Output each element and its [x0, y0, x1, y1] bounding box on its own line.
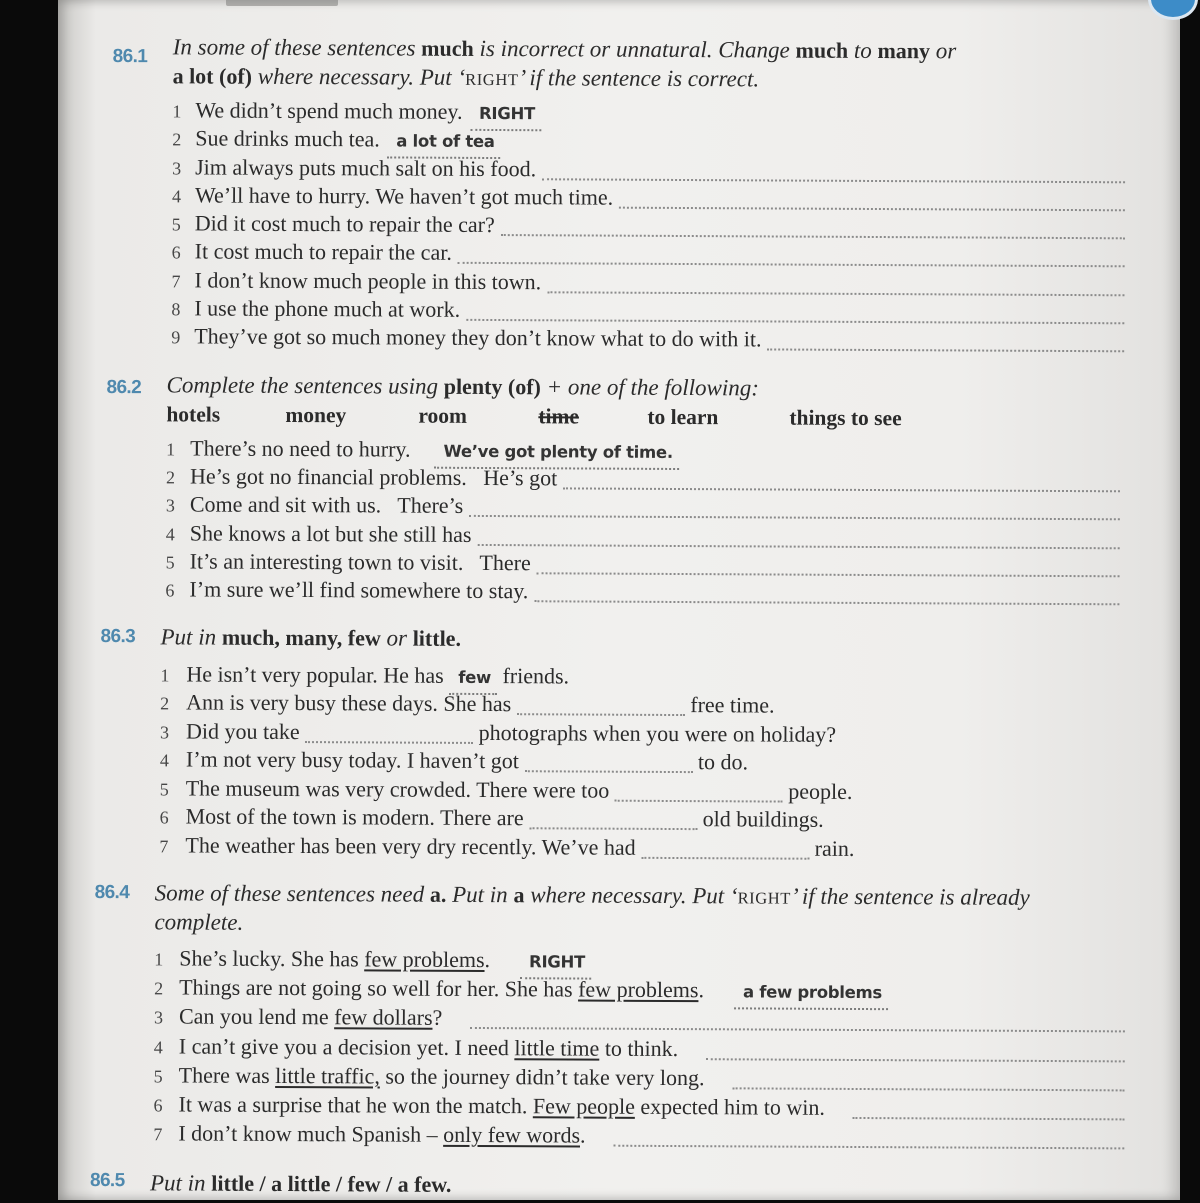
- text-fragment: I use the phone much at work.: [194, 295, 461, 322]
- item-number: 1: [154, 949, 164, 970]
- item-number: 1: [166, 438, 176, 459]
- text-fragment: RIGHT: [465, 69, 519, 89]
- item-number: 2: [160, 693, 170, 714]
- underlined-phrase: Few people: [532, 1093, 635, 1119]
- text-fragment: There was: [178, 1062, 276, 1088]
- text-fragment: I’m not very busy today. I haven’t got: [185, 746, 525, 774]
- answer-blank-line: [534, 601, 1119, 606]
- item-number: 5: [159, 778, 169, 799]
- text-fragment: We didn’t spend much money.: [195, 97, 469, 124]
- exercise-item: [159, 831, 1099, 864]
- text-fragment: friends.: [496, 662, 570, 688]
- handwritten-answer: few: [449, 663, 497, 694]
- exercise-item: [165, 576, 1119, 609]
- text-fragment: + one of the following:: [540, 374, 760, 401]
- text-fragment: free time.: [684, 692, 775, 718]
- text-fragment: expected him to win.: [634, 1093, 825, 1120]
- answer-blank-line: [613, 1145, 1124, 1150]
- underlined-phrase: few dollars: [334, 1004, 433, 1031]
- text-fragment: It’s an interesting town to visit. There: [189, 548, 531, 576]
- item-number: 2: [172, 129, 182, 150]
- instruction-line: [173, 62, 1126, 95]
- text-fragment: is incorrect or unnatural. Change: [473, 35, 796, 63]
- handwritten-answer: RIGHT: [520, 948, 591, 979]
- text-fragment: ?: [432, 1005, 443, 1031]
- instruction-line: [154, 908, 1125, 942]
- keyword: much: [795, 37, 849, 63]
- text-fragment: so the journey didn’t take very long.: [379, 1063, 705, 1090]
- item-list: [171, 96, 1125, 356]
- answer-blank-line: [853, 1117, 1125, 1120]
- word-option: things to see: [789, 405, 902, 430]
- text-fragment: Put in: [149, 1170, 212, 1196]
- keyword: many: [877, 38, 931, 64]
- answer-blank-line: [732, 1087, 1124, 1091]
- answer-blank-line: [470, 1027, 1125, 1032]
- text-fragment: Sue drinks much tea.: [195, 125, 386, 152]
- answer-blank-line: [537, 572, 1120, 577]
- keyword: a lot (of): [172, 62, 253, 89]
- handwritten-answer: a few problems: [734, 979, 888, 1011]
- word-option: to learn: [647, 404, 719, 429]
- answer-blank-line: [517, 713, 685, 716]
- item-number: 7: [153, 1124, 163, 1145]
- item-number: 5: [165, 552, 175, 573]
- keyword: little / a little / few / a few.: [211, 1170, 452, 1197]
- item-number: 3: [165, 495, 175, 516]
- text-fragment: photographs when you were on holiday?: [473, 719, 837, 747]
- text-fragment: He’s got no financial problems. He’s got: [189, 463, 558, 491]
- text-fragment: Some of these sentences need: [154, 880, 430, 907]
- exercise-86-4: [93, 879, 1125, 1154]
- instructions: [173, 33, 1126, 95]
- cut-off-heading-edge: [226, 0, 338, 6]
- text-fragment: Put in: [446, 881, 514, 908]
- answer-blank-line: [641, 856, 809, 859]
- exercise-86-3: [99, 623, 1100, 864]
- item-list: [165, 434, 1120, 609]
- text-fragment: Ann is very busy these days. She has: [186, 689, 517, 717]
- item-number: 9: [171, 327, 181, 348]
- text-fragment: where necessary. Put ‘: [251, 63, 466, 90]
- text-fragment: I can’t give you a decision yet. I need: [178, 1033, 515, 1060]
- item-number: 1: [172, 101, 182, 122]
- text-fragment: There’s no need to hurry.: [190, 434, 411, 462]
- instructions: [150, 1169, 1090, 1202]
- answer-blank-line: [706, 1058, 1125, 1062]
- answer-blank-line: [469, 515, 1120, 520]
- item-number: 4: [171, 186, 182, 207]
- text-fragment: ’ if the sentence is already: [790, 883, 1030, 910]
- answer-blank-line: [615, 799, 783, 802]
- text-fragment: Did you take: [185, 717, 306, 744]
- item-number: 3: [172, 157, 182, 178]
- text-fragment: Most of the town is modern. There are: [185, 803, 530, 831]
- answer-blank-line: [563, 487, 1120, 492]
- item-number: 5: [171, 214, 181, 235]
- text-fragment: I don’t know much people in this town.: [194, 267, 542, 295]
- exercise-86-1: [111, 33, 1126, 356]
- item-list: [159, 660, 1100, 864]
- answer-blank-line: [501, 234, 1125, 239]
- answer-blank-line: [458, 262, 1125, 267]
- text-fragment: Put in: [160, 624, 222, 650]
- answer-blank-line: [477, 544, 1119, 549]
- instructions: [160, 623, 1100, 656]
- keyword: much, many, few: [221, 624, 381, 651]
- text-fragment: or: [380, 625, 413, 651]
- item-list: [153, 944, 1125, 1153]
- text-fragment: The weather has been very dry recently. We’ve had: [185, 831, 642, 860]
- item-number: 8: [171, 299, 181, 320]
- instruction-line: [155, 879, 1126, 913]
- text-fragment: to do.: [692, 749, 749, 775]
- text-fragment: Jim always puts much salt on his food.: [195, 154, 537, 181]
- item-number: 1: [160, 664, 170, 685]
- word-options: [106, 400, 1120, 433]
- handwritten-answer: a lot of tea: [387, 128, 501, 160]
- word-option-crossed-out: time: [538, 403, 580, 428]
- text-fragment: .: [484, 947, 491, 973]
- text-fragment: or: [929, 38, 957, 64]
- text-fragment: old buildings.: [697, 806, 824, 832]
- item-number: 6: [171, 242, 181, 263]
- item-number: 4: [159, 750, 169, 771]
- text-fragment: to: [848, 37, 878, 64]
- word-option: hotels: [166, 401, 221, 427]
- text-fragment: He isn’t very popular. He has: [186, 660, 450, 688]
- underlined-phrase: little traffic,: [275, 1062, 380, 1089]
- text-fragment: complete.: [154, 908, 244, 935]
- answer-blank-line: [542, 178, 1125, 183]
- text-fragment: Can you lend me: [178, 1003, 335, 1030]
- item-number: 4: [165, 523, 175, 545]
- answer-blank-line: [619, 207, 1125, 212]
- exercise-86-2: [105, 371, 1120, 609]
- instruction-line: [150, 1169, 1090, 1202]
- handwritten-answer: RIGHT: [470, 100, 541, 131]
- keyword: a.: [429, 881, 447, 907]
- text-fragment: rain.: [809, 835, 855, 861]
- item-number: 3: [153, 1007, 164, 1028]
- answer-blank-line: [547, 291, 1124, 296]
- text-fragment: Things are not going so well for her. She has: [179, 974, 579, 1002]
- text-fragment: Did it cost much to repair the car?: [194, 210, 495, 238]
- text-fragment: .: [579, 1122, 586, 1148]
- text-fragment: to think.: [599, 1035, 679, 1061]
- text-fragment: Complete the sentences using: [166, 372, 444, 399]
- keyword: little.: [412, 625, 462, 651]
- text-fragment: She knows a lot but she still has: [189, 520, 472, 547]
- text-fragment: I don’t know much Spanish –: [178, 1120, 444, 1147]
- answer-blank-line: [524, 770, 692, 773]
- item-number: 2: [166, 467, 176, 488]
- text-fragment: RIGHT: [737, 888, 792, 908]
- instructions: [154, 879, 1125, 941]
- instruction-line: [160, 623, 1100, 656]
- item-number: 5: [153, 1066, 163, 1087]
- text-fragment: .: [698, 977, 705, 1003]
- text-fragment: I’m sure we’ll find somewhere to stay.: [189, 576, 529, 604]
- text-fragment: She’s lucky. She has: [179, 945, 365, 972]
- exercise-number: 86.3: [100, 626, 136, 648]
- word-option: money: [285, 402, 347, 427]
- keyword: much: [421, 35, 474, 61]
- word-option: room: [418, 403, 468, 428]
- text-fragment: people.: [782, 778, 853, 804]
- underlined-phrase: little time: [514, 1034, 600, 1061]
- text-fragment: where necessary. Put ‘: [524, 882, 738, 909]
- underlined-phrase: only few words: [443, 1121, 581, 1148]
- item-number: 2: [154, 978, 164, 999]
- exercise-86-5: [90, 1169, 1090, 1203]
- text-fragment: It cost much to repair the car.: [194, 238, 452, 266]
- text-fragment: Come and sit with us. There’s: [189, 491, 464, 519]
- exercise-item: [153, 1119, 1124, 1153]
- underlined-phrase: few problems: [578, 976, 699, 1003]
- keyword: a: [513, 882, 525, 908]
- answer-blank-line: [529, 827, 697, 830]
- underlined-phrase: few problems: [364, 946, 485, 973]
- exercise-number: 86.2: [106, 377, 142, 399]
- text-fragment: ’ if the sentence is correct.: [518, 64, 760, 91]
- exercise-number: 86.5: [89, 1170, 125, 1192]
- exercise-number: 86.1: [112, 46, 148, 68]
- exercise-item: [171, 323, 1124, 356]
- keyword: plenty (of): [443, 373, 541, 400]
- item-number: 4: [153, 1036, 163, 1057]
- item-number: 6: [153, 1095, 163, 1116]
- text-fragment: In some of these sentences: [172, 34, 422, 61]
- handwritten-answer: We’ve got plenty of time.: [434, 437, 678, 469]
- exercise-number: 86.4: [94, 882, 130, 904]
- text-fragment: They’ve got so much money they don’t know what to do with it.: [194, 323, 762, 352]
- text-fragment: It was a surprise that he won the match.: [178, 1091, 533, 1119]
- item-number: 6: [165, 580, 175, 601]
- item-number: 7: [159, 835, 169, 856]
- item-number: 6: [159, 807, 169, 828]
- text-fragment: We’ll have to hurry. We haven’t got much time.: [194, 182, 614, 210]
- answer-blank-line: [466, 319, 1124, 324]
- answer-blank-line: [767, 349, 1124, 353]
- text-fragment: The museum was very crowded. There were too: [185, 774, 615, 803]
- answer-blank-line: [305, 741, 473, 744]
- item-number: 3: [159, 721, 170, 742]
- item-number: 7: [171, 271, 181, 292]
